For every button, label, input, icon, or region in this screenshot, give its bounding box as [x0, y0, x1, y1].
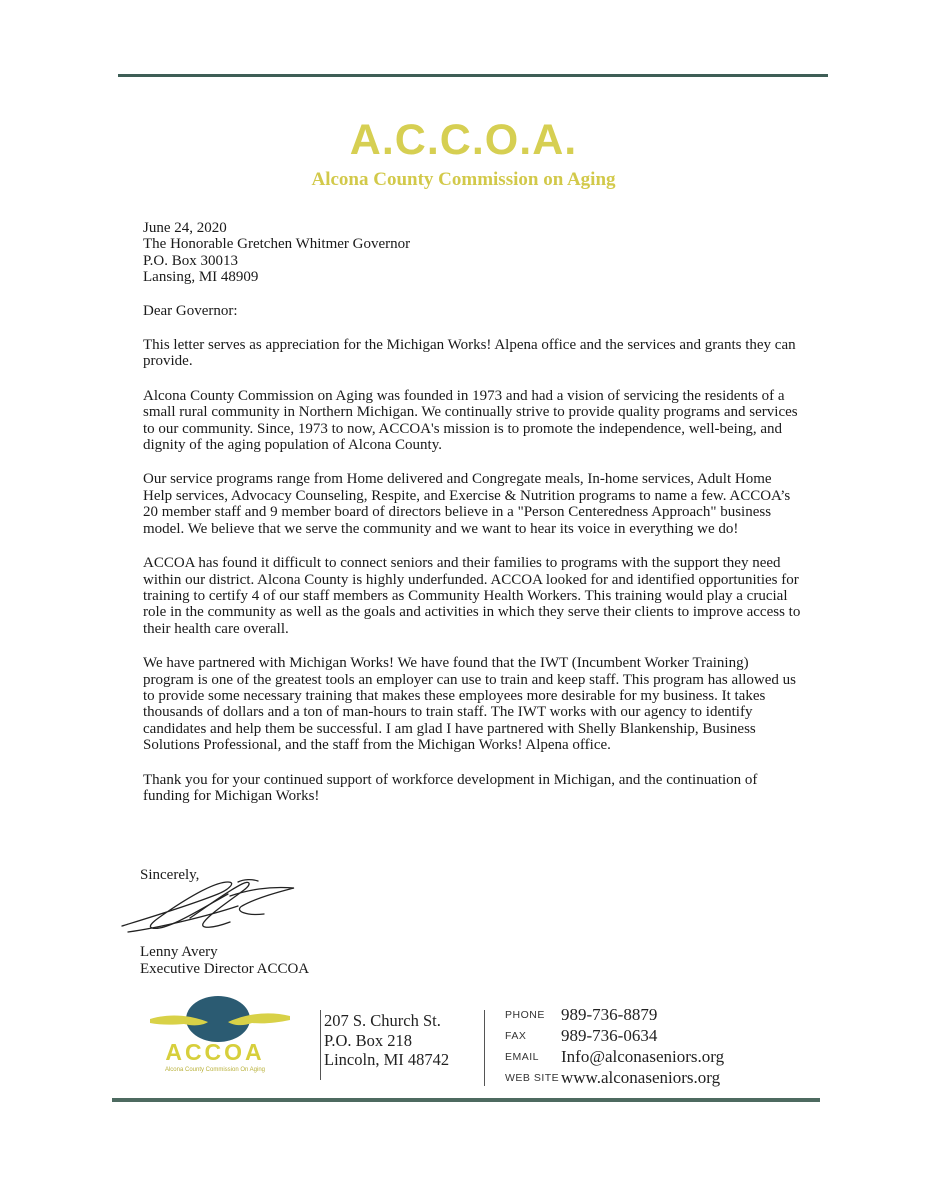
address-line: 207 S. Church St. [324, 1011, 441, 1030]
letter-body [143, 220, 803, 804]
footer-address [324, 1011, 449, 1070]
contact-row-phone [505, 1005, 825, 1026]
footer-divider [484, 1010, 485, 1086]
signer-block [140, 944, 309, 978]
letterhead-title: A.C.C.O.A. [349, 116, 578, 164]
contact-row-fax [505, 1026, 825, 1047]
fax-number: 989-736-0634 [561, 1026, 658, 1045]
contact-row-email [505, 1047, 825, 1068]
website-url: www.alconaseniors.org [561, 1068, 721, 1087]
logo-tagline: Alcona County Commission On Aging [164, 1067, 266, 1073]
contact-label: WEB SITE [505, 1072, 560, 1084]
recipient-block [143, 236, 803, 285]
paragraph: Our service programs range from Home delivered and Congregate meals, In-home services, Adult Home Help services, Advocacy Counseling, Respite, and Exercise & Nutrition programs to name a few. ACCOA’s 20 member staff and 9 member board of directors believe in a "Person Centeredness Approach" business model. We believe that we serve the community and we want to hear its voice in everything we do! [143, 471, 791, 537]
signer-name: Lenny Avery [140, 944, 218, 960]
logo-text: ACCOA [165, 1039, 265, 1065]
letter-date: June 24, 2020 [143, 220, 227, 236]
contact-label: EMAIL [505, 1051, 540, 1063]
footer-bottom-rule [112, 1098, 820, 1102]
contact-row-website [505, 1068, 825, 1089]
paragraph: We have partnered with Michigan Works! We have found that the IWT (Incumbent Worker Training) program is one of the greatest tools an employer can use to train and keep staff. This program has allowed us to provide some necessary training that makes these employees more desirable for my business. It takes thousands of dollars and a ton of man-hours to train staff. The IWT works with our agency to identify candidates and help them be successful. I am glad I have partnered with Shelly Blankenship, Business Solutions Professional, and the staff from the Michigan Works! Alpena office. [143, 655, 797, 754]
signer-title: Executive Director ACCOA [140, 961, 310, 977]
paragraph: Thank you for your continued support of workforce development in Michigan, and the continuation of funding for Michigan Works! [143, 771, 758, 804]
address-line: P.O. Box 218 [324, 1030, 413, 1050]
paragraph: This letter serves as appreciation for the Michigan Works! Alpena office and the services and grants they can provide. [143, 337, 796, 370]
contact-label: FAX [505, 1030, 527, 1042]
contact-label: PHONE [505, 1009, 545, 1021]
salutation: Dear Governor: [143, 302, 238, 319]
letterhead-top-rule [118, 74, 828, 77]
contact-block [505, 1005, 825, 1089]
letterhead-subtitle: Alcona County Commission on Aging [311, 169, 616, 190]
phone-number: 989-736-8879 [561, 1005, 658, 1024]
paragraph: ACCOA has found it difficult to connect seniors and their families to programs with the support they need within our district. Alcona County is highly underfunded. ACCOA looked for and identified opportunities for training to certify 4 of our staff members as Community Health Workers. This training would play a crucial role in the community as well as the goals and activities in which they serve their clients to improve access to their health care overall. [143, 555, 801, 637]
email-address: Info@alconaseniors.org [561, 1047, 725, 1066]
footer-divider [320, 1010, 321, 1080]
recipient-line: Lansing, MI 48909 [143, 269, 259, 286]
accoa-logo [130, 995, 300, 1083]
closing: Sincerely, [140, 867, 200, 883]
recipient-line: P.O. Box 30013 [143, 252, 239, 269]
signature-image [118, 876, 303, 938]
address-line: Lincoln, MI 48742 [324, 1050, 450, 1069]
paragraph: Alcona County Commission on Aging was founded in 1973 and had a vision of servicing the residents of a small rural community in Northern Michigan. We continually strive to provide quality programs and services to our community. Since, 1973 to now, ACCOA's mission is to promote the independence, well-being, and dignity of the aging population of Alcona County. [143, 387, 798, 454]
recipient-line: The Honorable Gretchen Whitmer Governor [143, 236, 411, 253]
